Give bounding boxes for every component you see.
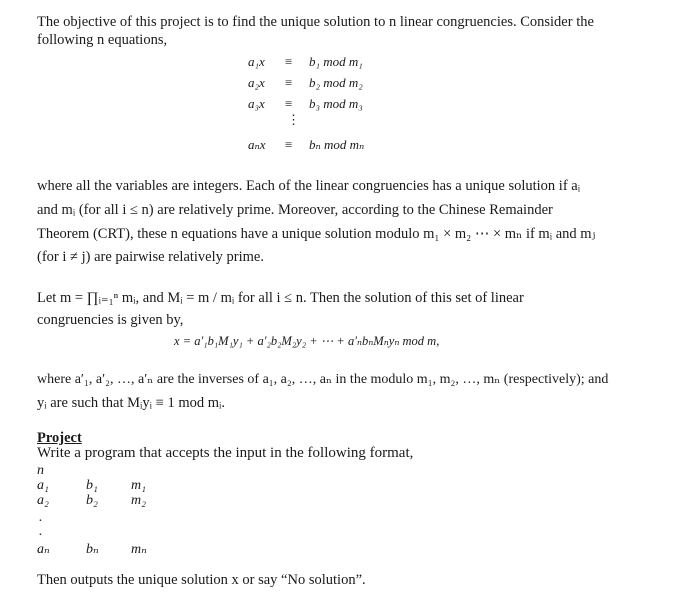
table-cell: . [39,510,43,525]
equation-lhs: a₁x [248,54,265,69]
equation-op: ≡ [285,75,293,90]
equation-rhs: b₃ mod m₃ [309,96,363,111]
table-cell: b₂ [86,493,98,508]
equation-rhs: b₁ mod m₁ [309,54,363,69]
table-cell: m₁ [131,478,146,493]
equation-lhs: aₙx [248,137,266,152]
table-cell: bₙ [86,542,99,557]
table-cell: n [37,463,44,478]
table-cell: b₁ [86,478,98,493]
paragraph-line: Theorem (CRT), these n equations have a unique solution modulo m₁ × m₂ ⋯ × mₙ if mᵢ and mⱼ [37,226,596,242]
paragraph-line: and mᵢ (for all i ≤ n) are relatively prime. Moreover, according to the Chinese Remainder [37,202,553,218]
equation-op: ≡ [285,96,293,111]
paragraph-line: (for i ≠ j) are pairwise relatively prime. [37,249,264,265]
vertical-ellipsis: ⋮ [287,112,300,127]
table-cell: a₁ [37,478,49,493]
paragraph-line: where a′₁, a′₂, …, a′ₙ are the inverses of a₁, a₂, …, aₙ in the modulo m₁, m₂, …, mₙ (respectively); and [37,372,609,387]
table-cell: mₙ [131,542,147,557]
equation-rhs: b₂ mod m₂ [309,75,363,90]
paragraph-line: yᵢ are such that Mᵢyᵢ ≡ 1 mod mᵢ. [37,395,226,411]
table-cell: a₂ [37,493,49,508]
project-heading: Project [37,430,82,446]
equation-lhs: a₃x [248,96,265,111]
intro-line-1: The objective of this project is to find the unique solution to n linear congruencies. Consider the [37,14,594,30]
table-cell: aₙ [37,542,50,557]
paragraph-line: congruencies is given by, [37,312,184,328]
crt-formula: x = a′₁b₁M₁y₁ + a′₂b₂M₂y₂ + ⋯ + a′ₙbₙMₙyₙ mod m, [174,334,440,348]
equation-op: ≡ [285,54,293,69]
intro-line-2: following n equations, [37,32,168,48]
table-cell: . [39,524,43,539]
table-cell: m₂ [131,493,146,508]
equation-op: ≡ [285,137,293,152]
equation-lhs: a₂x [248,75,265,90]
paragraph-line: where all the variables are integers. Each of the linear congruencies has a unique solution if aᵢ [37,178,581,194]
project-footer: Then outputs the unique solution x or say “No solution”. [37,572,366,588]
project-instruction: Write a program that accepts the input in the following format, [37,445,414,461]
equation-rhs: bₙ mod mₙ [309,137,365,152]
paragraph-line: Let m = ∏ᵢ₌₁ⁿ mᵢ, and Mᵢ = m / mᵢ for all i ≤ n. Then the solution of this set of linear [37,290,524,306]
